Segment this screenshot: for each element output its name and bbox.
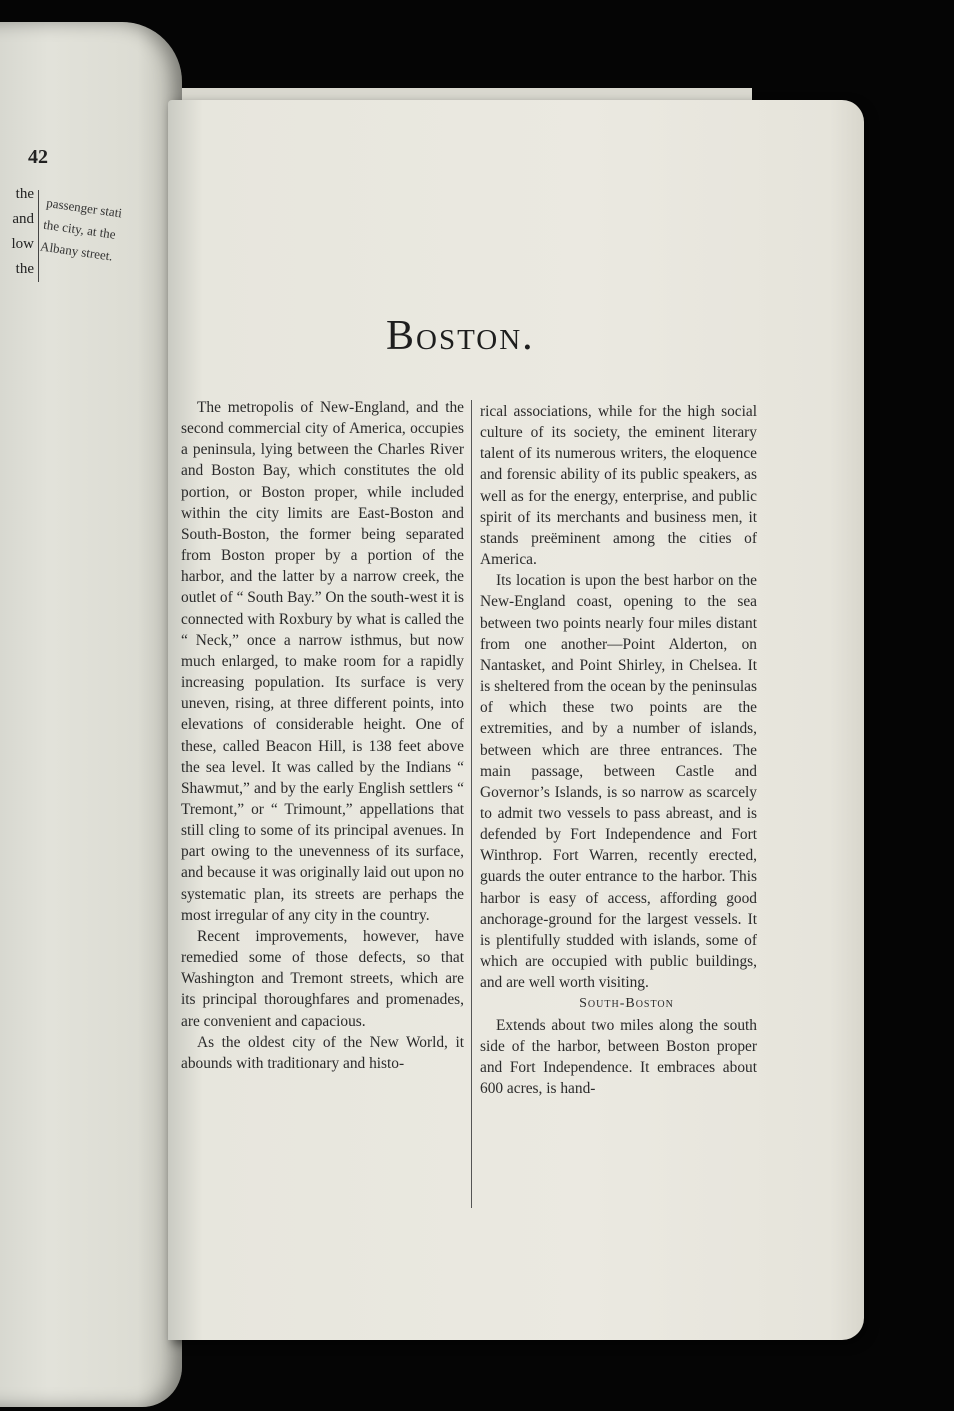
fragment-line: the city, at the bbox=[42, 216, 117, 242]
column-divider bbox=[471, 400, 472, 1208]
fragment-line: and bbox=[12, 211, 34, 227]
fragment-line: passenger stati bbox=[45, 194, 124, 221]
section-heading: South-Boston bbox=[579, 996, 674, 1012]
fragment-line: Albany street. bbox=[39, 238, 114, 264]
fragment-line: low bbox=[11, 236, 34, 252]
fragment-line: the bbox=[15, 186, 34, 202]
fragment-line: the bbox=[15, 261, 34, 277]
text-column-right bbox=[480, 401, 757, 1099]
page-number: 42 bbox=[28, 146, 48, 168]
paragraph: Its location is upon the best harbor on the New-England coast, opening to the sea between two points nearly four miles distant from one another—Point Alderton, on Nantasket, and Point Shirley, in Chelsea. It is sheltered from the ocean by the peninsulas of which these two points are the extremities, and by a number of islands, between which are three entrances. The main passage, between Castle and Governor’s Islands, is so narrow as scarcely to admit two vessels to pass abreast, and is defended by Fort Independence and Fort Winthrop. Fort Warren, recently erected, guards the outer entrance to the harbor. This harbor is easy of access, affording good anchorage-ground for the largest vessels. It is plentifully studded with islands, some of which are occupied with public buildings, and are well worth visiting. bbox=[480, 572, 757, 992]
paragraph: rical associations, while for the high social culture of its society, the eminent literary talent of its numerous writers, the eloquence and forensic ability of its public speakers, as well as for the energy, enterprise, and public spirit of its merchants and business men, it stands preëminent among the cities of America. bbox=[480, 403, 757, 569]
page-title: Boston. bbox=[386, 313, 535, 359]
paragraph: Extends about two miles along the south side of the harbor, between Boston proper and Fort Independence. It embraces about 600 acres, is hand- bbox=[480, 1016, 757, 1097]
left-page-fragments bbox=[4, 182, 34, 282]
paragraph: The metropolis of New-England, and the second commercial city of America, occupies a peninsula, lying between the Charles River and Boston Bay, which constitutes the old portion, or Boston proper, while included within the city limits are East-Boston and South-Boston, the former being separated from Boston proper by a portion of the harbor, and the latter by a narrow creek, the outlet of “ South Bay.” On the south-west it is connected with Roxbury by what is called the “ Neck,” once a narrow isthmus, but now much enlarged, to make room for a rapidly increasing population. Its surface is very uneven, rising, at three different points, into elevations of considerable height. One of these, called Beacon Hill, is 138 feet above the sea level. It was called by the Indians “ Shawmut,” and by the early English settlers “ Tremont,” or “ Trimount,” appellations that still cling to some of its principal avenues. In part owing to the unevenness of its surface, and because it was originally laid out upon no systematic plan, its streets are perhaps the most irregular of any city in the country. bbox=[181, 399, 464, 924]
paragraph: Recent improvements, however, have remedied some of those defects, so that Washington and Tremont streets, which are its principal thoroughfares and promenades, are convenient and capacious. bbox=[181, 927, 464, 1030]
paragraph: As the oldest city of the New World, it abounds with traditionary and histo- bbox=[181, 1033, 464, 1072]
left-page-rule bbox=[38, 190, 39, 282]
text-column-left bbox=[181, 397, 464, 1074]
